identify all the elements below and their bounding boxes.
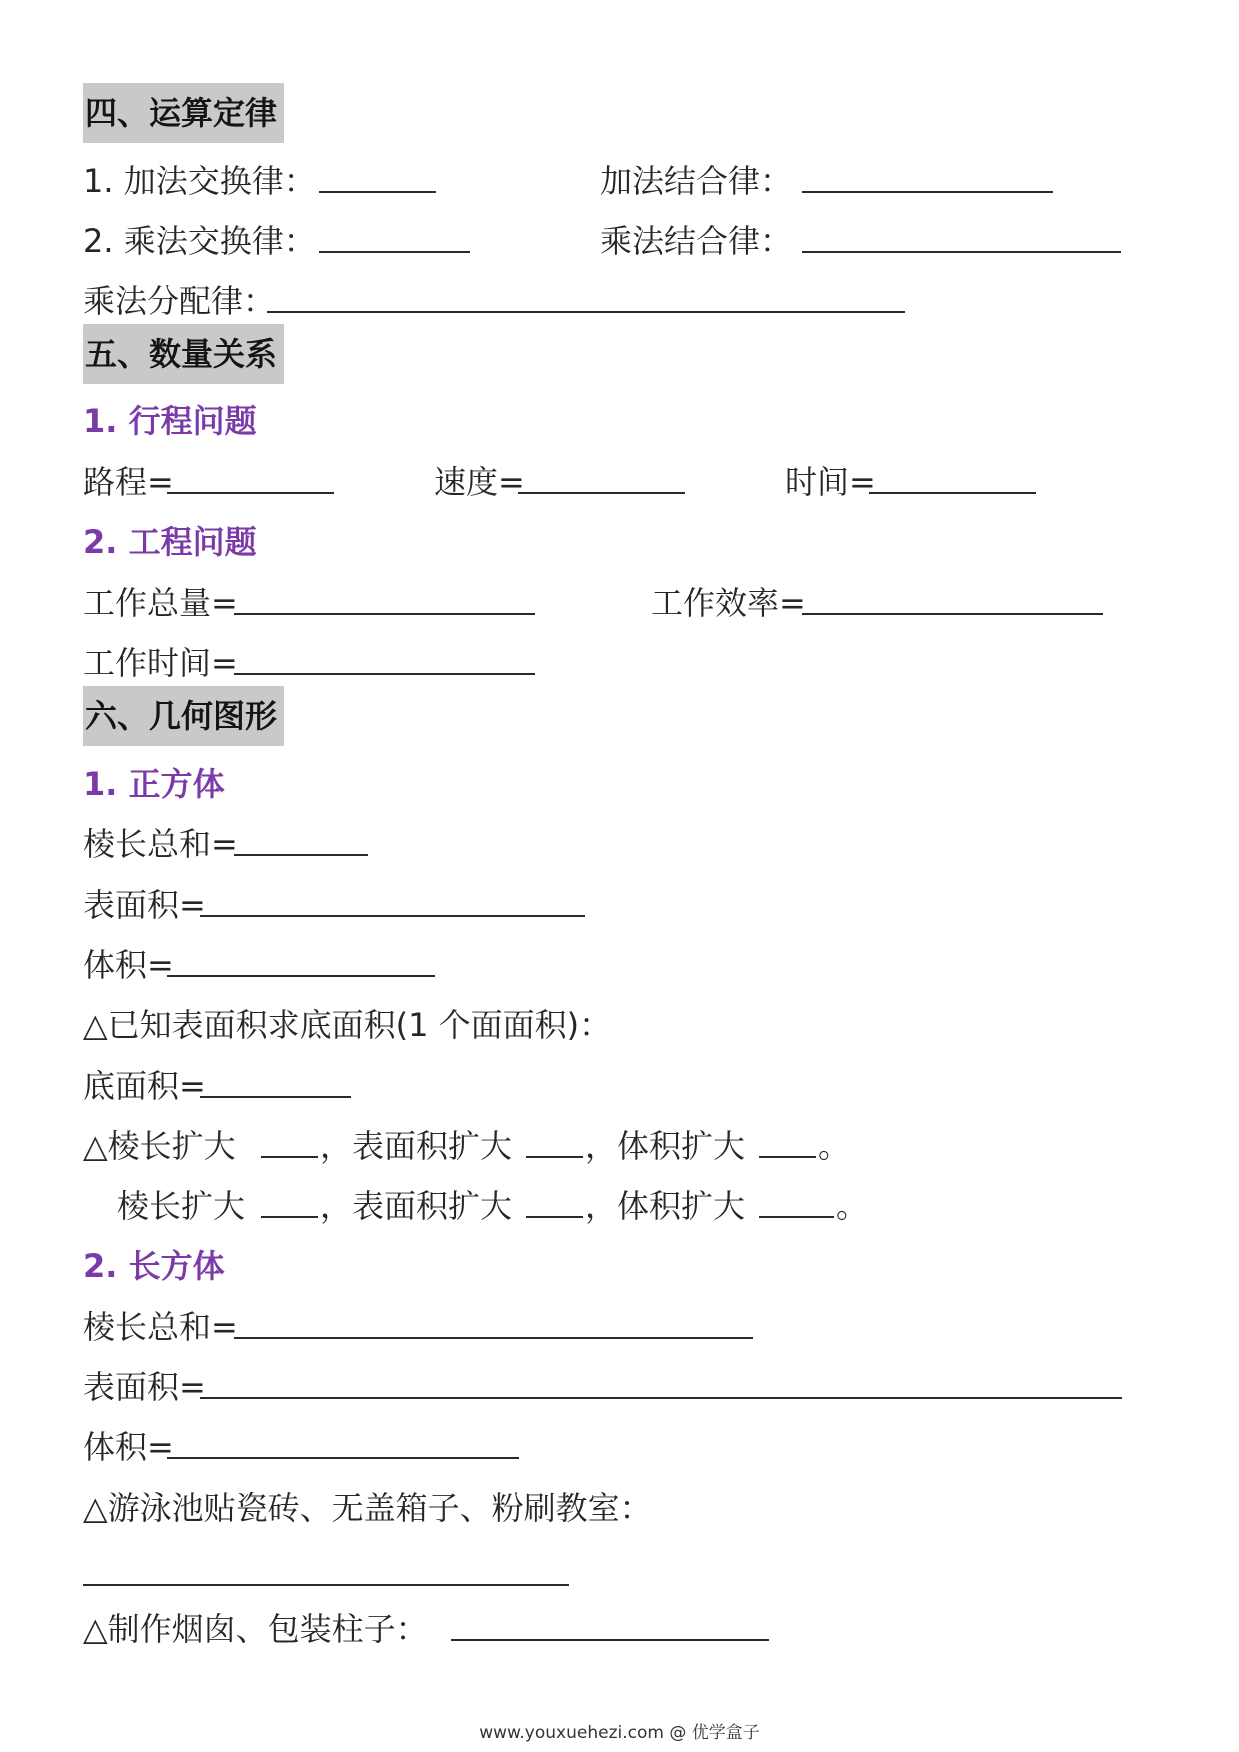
line-pool-note — [83, 1484, 1163, 1532]
blank-distance[interactable] — [167, 492, 334, 494]
text-expansion-1-end: 。 — [818, 1127, 851, 1165]
blank-addition-commutative[interactable] — [319, 191, 436, 193]
blank-cube-volume[interactable] — [167, 975, 435, 977]
blank-chimney[interactable] — [451, 1639, 769, 1641]
line-expansion-2 — [83, 1182, 1163, 1230]
subheading-travel-problems: 1. 行程问题 — [83, 402, 257, 440]
subheading-cube: 1. 正方体 — [83, 765, 225, 803]
blank-work-time[interactable] — [234, 673, 535, 675]
line-pool-answer — [83, 1550, 1163, 1598]
label-addition-associative: 加法结合律： — [600, 162, 793, 200]
label-cube-surface-area: 表面积= — [83, 886, 206, 924]
section-header-operation-laws: 四、运算定律 — [83, 83, 284, 143]
blank-multiplication-associative[interactable] — [802, 251, 1121, 253]
blank-expansion-1-edge[interactable] — [261, 1156, 318, 1158]
footer-watermark: www.youxuehezi.com @ 优学盒子 — [479, 1723, 760, 1743]
text-expansion-2-end: 。 — [836, 1187, 869, 1225]
line-cuboid-surface-area — [83, 1363, 1163, 1411]
blank-expansion-2-area[interactable] — [526, 1216, 583, 1218]
blank-expansion-2-volume[interactable] — [759, 1216, 834, 1218]
label-work-time: 工作时间= — [83, 644, 238, 682]
blank-cube-base-area[interactable] — [200, 1096, 351, 1098]
line-cube-volume — [83, 941, 1163, 989]
label-cuboid-edge-sum: 棱长总和= — [83, 1308, 238, 1346]
blank-pool-answer[interactable] — [83, 1584, 569, 1586]
text-expansion-2-edge: 棱长扩大 — [117, 1187, 246, 1225]
blank-work-efficiency[interactable] — [802, 613, 1103, 615]
line-distributive-law — [83, 277, 1163, 325]
label-distance: 路程= — [83, 463, 174, 501]
label-multiplication-associative: 乘法结合律： — [600, 222, 793, 260]
line-addition-laws — [83, 157, 1163, 205]
line-work-formulas — [83, 579, 1163, 627]
subheading-work-problems: 2. 工程问题 — [83, 523, 257, 561]
subheading-cuboid: 2. 长方体 — [83, 1247, 225, 1285]
label-addition-commutative: 1. 加法交换律： — [83, 162, 316, 200]
blank-addition-associative[interactable] — [802, 191, 1053, 193]
label-cube-edge-sum: 棱长总和= — [83, 825, 238, 863]
text-cube-note: △已知表面积求底面积(1 个面面积)： — [83, 1006, 612, 1044]
text-expansion-1-volume: ，体积扩大 — [585, 1127, 746, 1165]
blank-cuboid-surface-area[interactable] — [200, 1397, 1122, 1399]
text-pool-note: △游泳池贴瓷砖、无盖箱子、粉刷教室： — [83, 1489, 652, 1527]
line-cube-surface-area — [83, 881, 1163, 929]
label-time: 时间= — [785, 463, 876, 501]
label-cube-base-area: 底面积= — [83, 1067, 206, 1105]
line-cuboid-edge-sum — [83, 1303, 1163, 1351]
blank-expansion-1-volume[interactable] — [759, 1156, 816, 1158]
blank-distributive[interactable] — [267, 311, 905, 313]
blank-expansion-2-edge[interactable] — [261, 1216, 318, 1218]
label-work-total: 工作总量= — [83, 584, 238, 622]
text-expansion-1-edge: △棱长扩大 — [83, 1127, 236, 1165]
line-chimney — [83, 1605, 1163, 1653]
label-work-efficiency: 工作效率= — [651, 584, 806, 622]
line-multiplication-laws — [83, 217, 1163, 265]
label-multiplication-commutative: 2. 乘法交换律： — [83, 222, 316, 260]
line-cuboid-volume — [83, 1423, 1163, 1471]
section-header-quantity-relations: 五、数量关系 — [83, 324, 284, 384]
line-travel-formulas — [83, 458, 1163, 506]
line-cube-note — [83, 1001, 1163, 1049]
blank-time[interactable] — [869, 492, 1036, 494]
line-work-time — [83, 639, 1163, 687]
text-expansion-2-area: ，表面积扩大 — [320, 1187, 513, 1225]
blank-speed[interactable] — [518, 492, 685, 494]
text-expansion-1-area: ，表面积扩大 — [320, 1127, 513, 1165]
line-cube-edge-sum — [83, 820, 1163, 868]
blank-expansion-1-area[interactable] — [526, 1156, 583, 1158]
blank-multiplication-commutative[interactable] — [319, 251, 470, 253]
section-header-geometry: 六、几何图形 — [83, 686, 284, 746]
blank-cuboid-volume[interactable] — [167, 1457, 519, 1459]
blank-cube-edge-sum[interactable] — [234, 854, 368, 856]
blank-cuboid-edge-sum[interactable] — [234, 1337, 753, 1339]
text-chimney: △制作烟囱、包装柱子： — [83, 1610, 428, 1648]
line-expansion-1 — [83, 1122, 1163, 1170]
label-cuboid-surface-area: 表面积= — [83, 1368, 206, 1406]
label-cube-volume: 体积= — [83, 946, 174, 984]
label-speed: 速度= — [434, 463, 525, 501]
label-cuboid-volume: 体积= — [83, 1428, 174, 1466]
blank-work-total[interactable] — [234, 613, 535, 615]
line-cube-base-area — [83, 1062, 1163, 1110]
text-expansion-2-volume: ，体积扩大 — [585, 1187, 746, 1225]
blank-cube-surface-area[interactable] — [200, 915, 585, 917]
label-distributive: 乘法分配律： — [83, 282, 276, 320]
